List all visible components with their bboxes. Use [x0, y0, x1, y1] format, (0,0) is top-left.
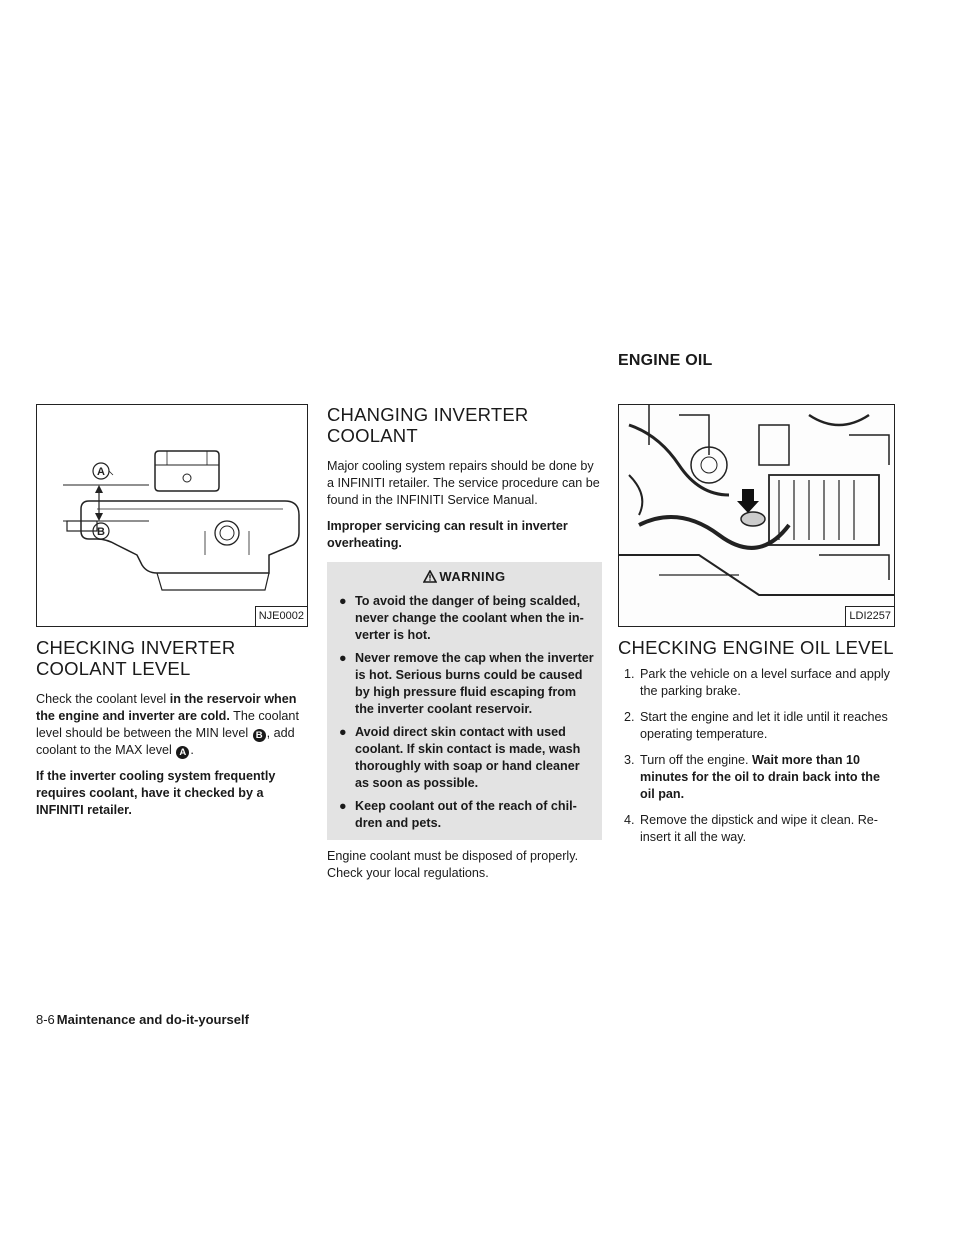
- heading-changing-inverter-coolant: CHANGING INVERTER COOLANT: [327, 404, 529, 446]
- paragraph-major-repairs: Major cooling system repairs should be done by a INFINITI retailer. The service procedure can be found in the INFINITI Service Manual.: [327, 459, 600, 507]
- coolant-reservoir-figure: [36, 404, 308, 627]
- marker-b: B: [253, 729, 266, 742]
- heading-checking-inverter-coolant: CHECKING INVERTER COOLANT LEVEL: [36, 637, 236, 679]
- section-header: ENGINE OIL: [618, 352, 713, 369]
- column-right: [618, 404, 895, 855]
- list-item: 4. Remove the dipstick and wipe it clean. Re-insert it all the way.: [624, 813, 878, 844]
- list-item: 3. Turn off the engine. Wait more than 10 minutes for the oil to drain back into the oil pan.: [624, 753, 880, 801]
- column-middle: [327, 404, 602, 891]
- paragraph-improper-servicing: Improper servicing can result in inverter overheating.: [327, 519, 568, 550]
- coolant-reservoir-illustration: [37, 405, 307, 626]
- paragraph-frequent-coolant: If the inverter cooling system frequently requires coolant, have it checked by a INFINITI retailer.: [36, 769, 276, 817]
- oil-check-steps: [618, 666, 895, 846]
- list-item: 2. Start the engine and let it idle until it reaches operating temperature.: [624, 710, 888, 741]
- warning-item: ● To avoid the danger of being scalded, never change the coolant when the in-verter is hot.: [339, 594, 584, 642]
- chapter-title: Maintenance and do-it-yourself: [56, 1012, 249, 1027]
- warning-item: ● Avoid direct skin contact with used coolant. If skin contact is made, wash thoroughly with soap or hand cleaner as soon as possible.: [339, 725, 581, 790]
- label-a: A: [97, 466, 105, 478]
- engine-bay-illustration: [619, 405, 894, 626]
- paragraph-coolant-level: Check the coolant level in the reservoir when the engine and inverter are cold. The coolant level should be between the MIN level B , add coolant to the MAX level A .: [36, 692, 299, 758]
- label-b: B: [97, 526, 105, 538]
- figure-code: LDI2257: [845, 606, 894, 626]
- warning-box: [327, 562, 602, 840]
- page-number: 8-6: [36, 1012, 55, 1027]
- warning-icon: [423, 570, 437, 587]
- warning-title: WARNING: [335, 568, 594, 587]
- column-left: [36, 404, 308, 828]
- marker-a: A: [176, 746, 189, 759]
- warning-item: ● Keep coolant out of the reach of chil-dren and pets.: [339, 799, 577, 830]
- page-footer: [36, 1012, 249, 1027]
- figure-code: NJE0002: [255, 606, 307, 626]
- warning-item: ● Never remove the cap when the inverter is hot. Serious burns could be caused by high pressure fluid escaping from the inverter coolant reservoir.: [339, 651, 594, 716]
- list-item: 1. Park the vehicle on a level surface and apply the parking brake.: [624, 667, 890, 698]
- paragraph-disposal: Engine coolant must be disposed of properly. Check your local regulations.: [327, 849, 579, 880]
- engine-oil-figure: [618, 404, 895, 627]
- heading-checking-engine-oil: CHECKING ENGINE OIL LEVEL: [618, 637, 894, 658]
